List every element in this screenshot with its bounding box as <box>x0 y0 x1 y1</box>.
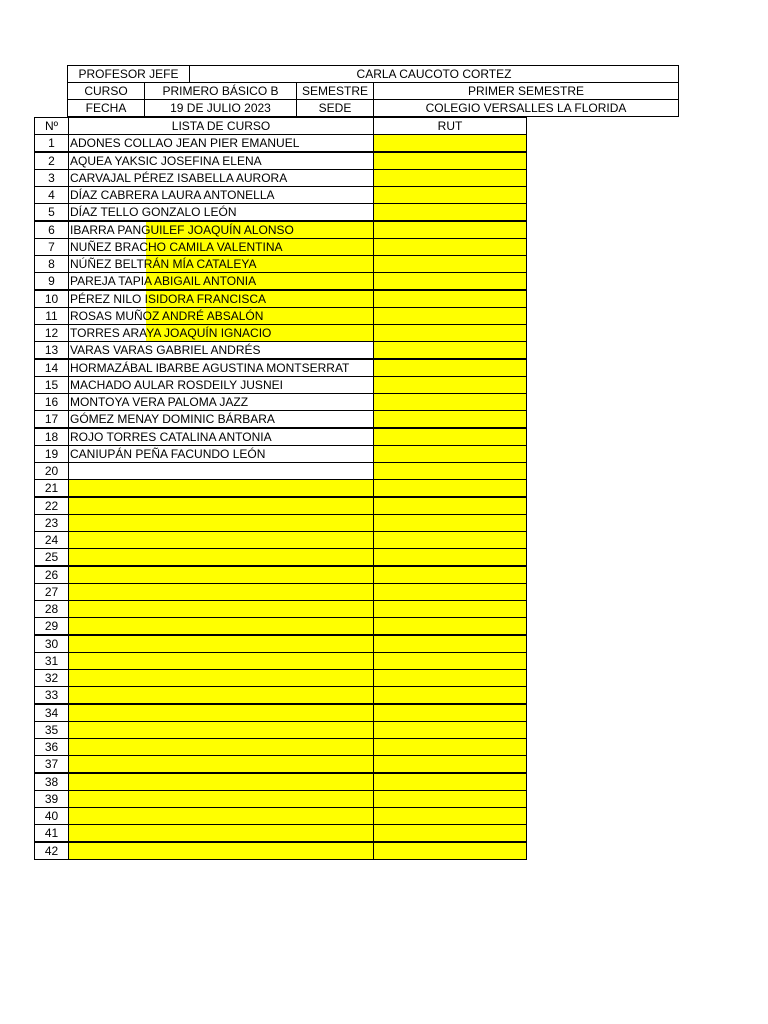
table-row <box>34 359 527 377</box>
rut-cell[interactable] <box>373 617 527 635</box>
table-row <box>34 152 527 170</box>
student-name: CANIUPÁN PEÑA FACUNDO LEÓN <box>70 447 266 461</box>
row-number-cell[interactable]: 19 <box>34 445 69 463</box>
table-row <box>34 842 527 860</box>
rut-cell[interactable] <box>373 462 527 480</box>
table-row <box>34 738 527 756</box>
rut-cell[interactable] <box>373 307 527 325</box>
student-name-cell[interactable] <box>68 807 374 825</box>
student-name: MACHADO AULAR ROSDEILY JUSNEI <box>70 378 283 392</box>
row-number-cell[interactable]: 25 <box>34 548 69 566</box>
curso-label[interactable]: CURSO <box>67 82 145 100</box>
row-number-cell[interactable]: 13 <box>34 341 69 359</box>
student-name-cell[interactable] <box>68 341 374 359</box>
rut-cell[interactable] <box>373 824 527 842</box>
table-row <box>34 790 527 808</box>
rut-cell[interactable] <box>373 790 527 808</box>
row-number-cell[interactable]: 24 <box>34 531 69 549</box>
rut-cell[interactable] <box>373 169 527 187</box>
row-number-cell[interactable]: 41 <box>34 824 69 842</box>
table-row <box>34 186 527 204</box>
rut-cell[interactable] <box>373 393 527 411</box>
rut-cell[interactable] <box>373 704 527 722</box>
col-header-num[interactable]: Nº <box>34 117 69 135</box>
student-name-cell[interactable] <box>68 203 374 221</box>
table-row <box>34 290 527 308</box>
student-name-cell[interactable] <box>68 531 374 549</box>
row-number-cell[interactable]: 17 <box>34 410 69 428</box>
table-row <box>34 410 527 428</box>
table-row <box>34 479 527 497</box>
student-name: DÍAZ CABRERA LAURA ANTONELLA <box>70 188 275 202</box>
table-row <box>34 376 527 394</box>
row-number-cell[interactable]: 33 <box>34 686 69 704</box>
student-name-cell[interactable] <box>68 272 374 290</box>
curso-value[interactable]: PRIMERO BÁSICO B <box>144 82 297 100</box>
table-row <box>34 617 527 635</box>
rut-cell[interactable] <box>373 341 527 359</box>
rut-cell[interactable] <box>373 445 527 463</box>
student-name-cell[interactable] <box>68 842 374 860</box>
rut-cell[interactable] <box>373 359 527 377</box>
rut-cell[interactable] <box>373 497 527 515</box>
table-row <box>34 635 527 653</box>
student-name-cell[interactable] <box>68 307 374 325</box>
row-number-cell[interactable]: 38 <box>34 773 69 791</box>
student-name-cell[interactable] <box>68 462 374 480</box>
rut-cell[interactable] <box>373 548 527 566</box>
rut-cell[interactable] <box>373 635 527 653</box>
rut-cell[interactable] <box>373 531 527 549</box>
student-name-cell[interactable] <box>68 738 374 756</box>
student-name: HORMAZÁBAL IBARBE AGUSTINA MONTSERRAT <box>70 361 350 375</box>
rut-cell[interactable] <box>373 479 527 497</box>
student-name-cell[interactable] <box>68 255 374 273</box>
student-name-cell[interactable] <box>68 376 374 394</box>
student-name-cell[interactable] <box>68 566 374 584</box>
row-number-cell[interactable]: 37 <box>34 755 69 773</box>
row-number-cell[interactable]: 39 <box>34 790 69 808</box>
col-header-rut[interactable]: RUT <box>373 117 527 135</box>
student-name: PÉREZ NILO ISIDORA FRANCISCA <box>70 292 267 306</box>
row-number-cell[interactable]: 6 <box>34 221 69 239</box>
row-number-cell[interactable]: 10 <box>34 290 69 308</box>
rut-cell[interactable] <box>373 842 527 860</box>
row-number-cell[interactable]: 42 <box>34 842 69 860</box>
row-number-cell[interactable]: 23 <box>34 514 69 532</box>
student-name: NUÑEZ BRACHO CAMILA VALENTINA <box>70 240 283 254</box>
header-table <box>68 65 679 118</box>
table-row <box>34 721 527 739</box>
row-number-cell[interactable]: 22 <box>34 497 69 515</box>
fecha-value[interactable]: 19 DE JULIO 2023 <box>144 99 297 117</box>
table-row <box>34 531 527 549</box>
row-number-cell[interactable]: 12 <box>34 324 69 342</box>
rut-cell[interactable] <box>373 600 527 618</box>
sede-label[interactable]: SEDE <box>296 99 374 117</box>
table-row <box>34 203 527 221</box>
student-name-cell[interactable] <box>68 290 374 308</box>
sede-value[interactable]: COLEGIO VERSALLES LA FLORIDA <box>373 99 679 117</box>
student-name-cell[interactable] <box>68 186 374 204</box>
student-name-cell[interactable] <box>68 583 374 601</box>
rut-cell[interactable] <box>373 755 527 773</box>
student-name-cell[interactable] <box>68 410 374 428</box>
table-row <box>34 548 527 566</box>
row-number-cell[interactable]: 1 <box>34 134 69 152</box>
student-name-cell[interactable] <box>68 704 374 722</box>
row-number-cell[interactable]: 27 <box>34 583 69 601</box>
student-name: GÓMEZ MENAY DOMINIC BÁRBARA <box>70 412 275 426</box>
table-row <box>34 134 527 152</box>
student-name-cell[interactable] <box>68 790 374 808</box>
rut-cell[interactable] <box>373 738 527 756</box>
rut-cell[interactable] <box>373 721 527 739</box>
rut-cell[interactable] <box>373 566 527 584</box>
student-name-cell[interactable] <box>68 152 374 170</box>
student-name-cell[interactable] <box>68 428 374 446</box>
student-name-cell[interactable] <box>68 773 374 791</box>
row-number-cell[interactable]: 40 <box>34 807 69 825</box>
header-row-fecha <box>68 99 679 117</box>
table-row <box>34 669 527 687</box>
row-number-cell[interactable]: 20 <box>34 462 69 480</box>
table-row <box>34 324 527 342</box>
student-name-cell[interactable] <box>68 652 374 670</box>
table-row <box>34 428 527 446</box>
student-name-cell[interactable] <box>68 686 374 704</box>
student-name-cell[interactable] <box>68 721 374 739</box>
row-number-cell[interactable]: 4 <box>34 186 69 204</box>
student-name-cell[interactable] <box>68 669 374 687</box>
rut-cell[interactable] <box>373 203 527 221</box>
rut-cell[interactable] <box>373 272 527 290</box>
student-name-cell[interactable] <box>68 169 374 187</box>
table-row <box>34 272 527 290</box>
table-row <box>34 497 527 515</box>
student-name: ROJO TORRES CATALINA ANTONIA <box>70 430 272 444</box>
semestre-value[interactable]: PRIMER SEMESTRE <box>373 82 679 100</box>
table-row <box>34 824 527 842</box>
student-name-cell[interactable] <box>68 324 374 342</box>
rut-cell[interactable] <box>373 221 527 239</box>
rut-cell[interactable] <box>373 773 527 791</box>
profesor-value[interactable]: CARLA CAUCOTO CORTEZ <box>189 65 679 83</box>
student-name-cell[interactable] <box>68 548 374 566</box>
row-number-cell[interactable]: 29 <box>34 617 69 635</box>
table-row <box>34 652 527 670</box>
table-row <box>34 169 527 187</box>
row-number-cell[interactable]: 5 <box>34 203 69 221</box>
header-row-curso <box>68 82 679 100</box>
row-number-cell[interactable]: 35 <box>34 721 69 739</box>
student-name: ADONES COLLAO JEAN PIER EMANUEL <box>70 136 300 150</box>
table-row <box>34 566 527 584</box>
student-name: MONTOYA VERA PALOMA JAZZ <box>70 395 249 409</box>
student-name: AQUEA YAKSIC JOSEFINA ELENA <box>70 154 262 168</box>
student-name-cell[interactable] <box>68 445 374 463</box>
rut-cell[interactable] <box>373 410 527 428</box>
rut-cell[interactable] <box>373 134 527 152</box>
profesor-label[interactable]: PROFESOR JEFE <box>67 65 190 83</box>
table-row <box>34 307 527 325</box>
table-row <box>34 755 527 773</box>
row-number-cell[interactable]: 8 <box>34 255 69 273</box>
header-row-profesor <box>68 65 679 83</box>
row-number-cell[interactable]: 7 <box>34 238 69 256</box>
row-number-cell[interactable]: 30 <box>34 635 69 653</box>
list-header-row <box>34 117 527 135</box>
row-number-cell[interactable]: 14 <box>34 359 69 377</box>
table-row <box>34 704 527 722</box>
table-row <box>34 462 527 480</box>
row-number-cell[interactable]: 18 <box>34 428 69 446</box>
rut-cell[interactable] <box>373 376 527 394</box>
rut-cell[interactable] <box>373 686 527 704</box>
table-row <box>34 773 527 791</box>
student-name: DÍAZ TELLO GONZALO LEÓN <box>70 205 237 219</box>
row-number-cell[interactable]: 3 <box>34 169 69 187</box>
rut-cell[interactable] <box>373 514 527 532</box>
table-row <box>34 583 527 601</box>
table-row <box>34 807 527 825</box>
student-name: ROSAS MUÑOZ ANDRÉ ABSALÓN <box>70 309 264 323</box>
rut-cell[interactable] <box>373 324 527 342</box>
col-header-name[interactable]: LISTA DE CURSO <box>68 117 374 135</box>
student-name-cell[interactable] <box>68 514 374 532</box>
row-number-cell[interactable]: 28 <box>34 600 69 618</box>
rut-cell[interactable] <box>373 428 527 446</box>
student-name-cell[interactable] <box>68 600 374 618</box>
student-name: IBARRA PANGUILEF JOAQUÍN ALONSO <box>70 223 294 237</box>
student-name-cell[interactable] <box>68 755 374 773</box>
row-number-cell[interactable]: 15 <box>34 376 69 394</box>
student-name: VARAS VARAS GABRIEL ANDRÉS <box>70 343 261 357</box>
rut-cell[interactable] <box>373 807 527 825</box>
table-row <box>34 393 527 411</box>
rut-cell[interactable] <box>373 669 527 687</box>
student-name-cell[interactable] <box>68 221 374 239</box>
table-row <box>34 600 527 618</box>
row-number-cell[interactable]: 32 <box>34 669 69 687</box>
table-row <box>34 238 527 256</box>
student-name-cell[interactable] <box>68 393 374 411</box>
rut-cell[interactable] <box>373 255 527 273</box>
table-row <box>34 686 527 704</box>
rut-cell[interactable] <box>373 238 527 256</box>
row-number-cell[interactable]: 2 <box>34 152 69 170</box>
row-number-cell[interactable]: 9 <box>34 272 69 290</box>
rut-cell[interactable] <box>373 652 527 670</box>
student-name-cell[interactable] <box>68 134 374 152</box>
row-number-cell[interactable]: 26 <box>34 566 69 584</box>
row-number-cell[interactable]: 31 <box>34 652 69 670</box>
table-row <box>34 514 527 532</box>
rut-cell[interactable] <box>373 290 527 308</box>
table-row <box>34 255 527 273</box>
student-name-cell[interactable] <box>68 617 374 635</box>
student-name-cell[interactable] <box>68 824 374 842</box>
student-name-cell[interactable] <box>68 479 374 497</box>
student-name: NÚÑEZ BELTRÁN MÍA CATALEYA <box>70 257 257 271</box>
student-name-cell[interactable] <box>68 359 374 377</box>
student-name-cell[interactable] <box>68 497 374 515</box>
rut-cell[interactable] <box>373 152 527 170</box>
student-name: CARVAJAL PÉREZ ISABELLA AURORA <box>70 171 288 185</box>
row-number-cell[interactable]: 34 <box>34 704 69 722</box>
row-number-cell[interactable]: 16 <box>34 393 69 411</box>
row-number-cell[interactable]: 21 <box>34 479 69 497</box>
semestre-label[interactable]: SEMESTRE <box>296 82 374 100</box>
student-name-cell[interactable] <box>68 635 374 653</box>
row-number-cell[interactable]: 11 <box>34 307 69 325</box>
fecha-label[interactable]: FECHA <box>67 99 145 117</box>
row-number-cell[interactable]: 36 <box>34 738 69 756</box>
student-name: TORRES ARAYA JOAQUÍN IGNACIO <box>70 326 272 340</box>
student-name-cell[interactable] <box>68 238 374 256</box>
table-row <box>34 341 527 359</box>
rut-cell[interactable] <box>373 186 527 204</box>
table-row <box>34 221 527 239</box>
student-name: PAREJA TAPIA ABIGAIL ANTONIA <box>70 274 257 288</box>
table-row <box>34 445 527 463</box>
rut-cell[interactable] <box>373 583 527 601</box>
